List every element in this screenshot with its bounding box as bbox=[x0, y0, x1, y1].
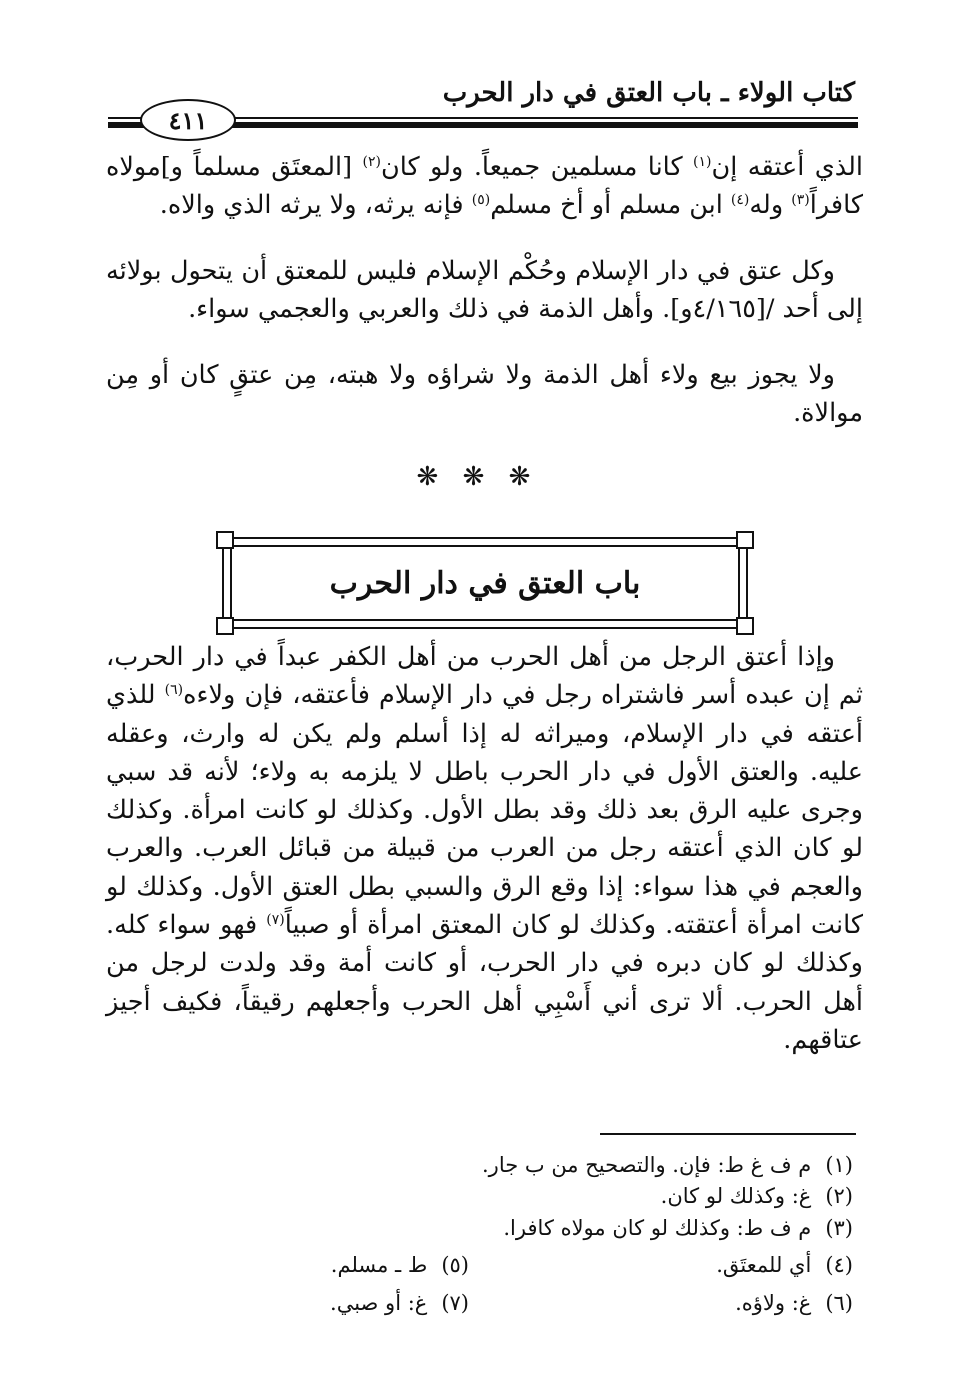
paragraph-sale-rule: ولا يجوز بيع ولاء أهل الذمة ولا شراؤه ولا هبته، مِن عتقٍ كان أو مِن موالاة. bbox=[106, 360, 863, 428]
frame-corner-ornament bbox=[216, 617, 234, 635]
paragraph-chapter-body: وإذا أعتق الرجل من أهل الحرب من أهل الكفر عبداً في دار الحرب، ثم إن عبده أسر فاشتراه رجل في دار الإسلام فأعتقه، فإن ولاءه$^{(٦)}$ للذي أعتقه في دار الإسلام، وميراثه له إذا أسلم ولم يكن له وارث، وعقله عليه. والعتق الأول في دار الحرب باطل لا يلزمه به ولاء؛ لأنه قد سبي وجرى عليه الرق بعد ذلك وقد بطل الأول. وكذلك لو كانت امرأة. وكذلك لو كان الذي أعتقه رجل من العرب من قبيلة من قبائل العرب. والعرب والعجم في هذا سواء: إذا وقع الرق والسبي بطل العتق الأول. وكذلك لو كانت امرأة أعتقته. وكذلك لو كان المعتق امرأة أو صبياً$^{(٧)}$ فهو سواء كله. وكذلك لو كان دبره في دار الحرب، أو كانت أمة وقد ولدت لرجل من أهل الحرب. ألا ترى أني أَسْبِي أهل الحرب وأجعلهم رقيقاً، فكيف أجيز عتاقهم. bbox=[106, 642, 863, 1055]
running-title: كتاب الولاء ـ باب العتق في دار الحرب bbox=[442, 78, 855, 108]
footnote-number: (٣) bbox=[825, 1216, 853, 1240]
section-ornament: ❋ ❋ ❋ bbox=[416, 462, 539, 492]
footnote-text: غ: أو صبي. bbox=[330, 1291, 428, 1315]
footnote-number: (٤) bbox=[825, 1253, 853, 1277]
footnote-text: أي للمعتَق. bbox=[716, 1253, 812, 1277]
frame-corner-ornament bbox=[216, 531, 234, 549]
chapter-heading-frame bbox=[222, 537, 748, 629]
paragraph-continuation: الذي أعتقه إن$^{(١)}$ كانا مسلمين جميعاً. ولو كان$^{(٢)}$ [المعتَق مسلماً و]مولاه كافراً$^{(٣)}$ وله$^{(٤)}$ ابن مسلم أو أخ مسلم$^{(٥)}$ فإنه يرثه، ولا يرثه الذي والاه. bbox=[106, 152, 864, 220]
chapter-heading: باب العتق في دار الحرب bbox=[329, 565, 641, 601]
footnote-4 bbox=[716, 1250, 853, 1280]
footnote-text: غ: وكذلك لو كان. bbox=[660, 1184, 812, 1208]
footnote-2 bbox=[661, 1181, 853, 1211]
footnote-number: (٥) bbox=[441, 1253, 469, 1277]
chapter-heading-inner-frame bbox=[230, 545, 740, 621]
footnote-text: م ف ط: وكذلك لو كان مولاه كافرا. bbox=[503, 1216, 812, 1240]
footnote-number: (١) bbox=[825, 1153, 853, 1177]
footnote-3 bbox=[503, 1213, 853, 1243]
footnote-separator bbox=[600, 1133, 856, 1135]
footnote-6 bbox=[735, 1288, 853, 1318]
footnote-number: (٧) bbox=[441, 1291, 469, 1315]
page-number: ٤١١ bbox=[140, 99, 236, 141]
frame-corner-ornament bbox=[736, 531, 754, 549]
footnote-7 bbox=[330, 1288, 469, 1318]
frame-corner-ornament bbox=[736, 617, 754, 635]
footnote-number: (٢) bbox=[825, 1184, 853, 1208]
footnote-5 bbox=[331, 1250, 469, 1280]
footnote-text: م ف غ ط: فإن. والتصحيح من ب جار. bbox=[482, 1153, 812, 1177]
footnote-text: ط ـ مسلم. bbox=[330, 1253, 428, 1277]
footnote-text: غ: ولاؤه. bbox=[735, 1291, 812, 1315]
paragraph-conversion-rule: وكل عتق في دار الإسلام وحُكْم الإسلام فليس للمعتق أن يتحول بولائه إلى أحد /[٤/١٦٥و]. وأهل الذمة في ذلك والعربي والعجمي سواء. bbox=[106, 256, 863, 324]
footnote-number: (٦) bbox=[825, 1291, 853, 1315]
footnote-1 bbox=[482, 1150, 853, 1180]
